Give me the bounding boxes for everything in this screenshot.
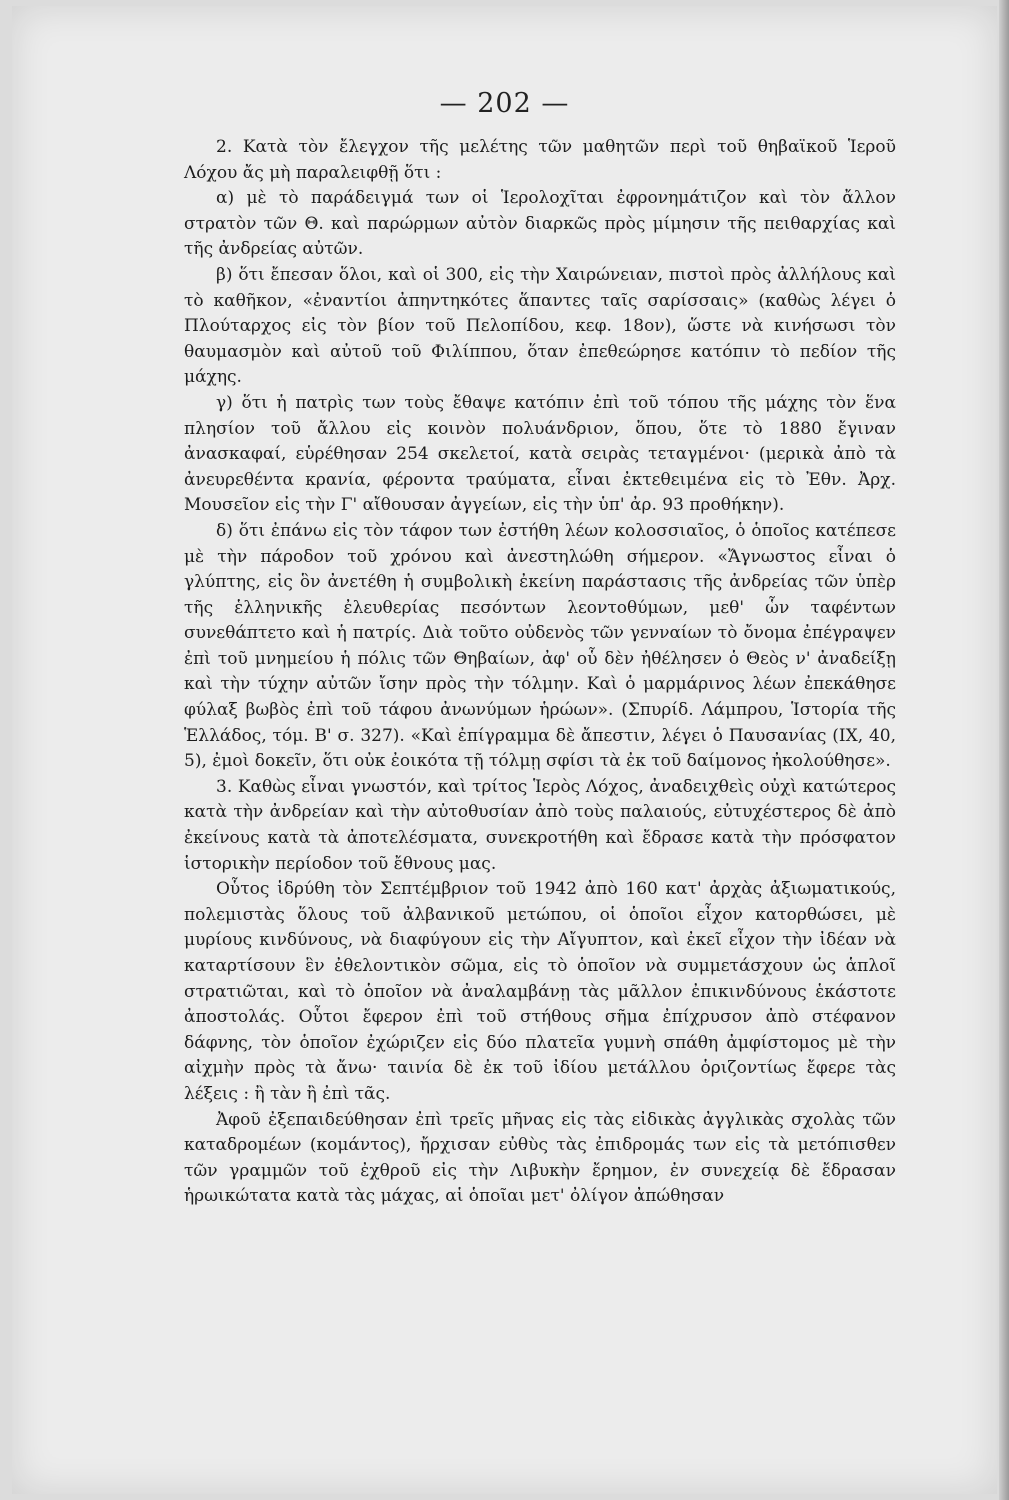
paragraph-training: Ἀφοῦ ἐξεπαιδεύθησαν ἐπὶ τρεῖς μῆνας εἰς τὰς εἰδικὰς ἀγγλικὰς σχολὰς τῶν καταδρομέων (κομάντος), ἤρχισαν εὐθὺς τὰς ἐπιδρομάς των εἰς τὰ μετόπισθεν τῶν γραμμῶν τοῦ ἐχθροῦ εἰς τὴν Λιβυκὴν ἔρημον, ἐν συνεχείᾳ δὲ ἔδρασαν ἡρωικώτατα κατὰ τὰς μάχας, αἱ ὁποῖαι μετ' ὀλίγον ἀπώθησαν <box>184 1109 896 1207</box>
body-text <box>184 135 896 1210</box>
paragraph-2d: δ) ὅτι ἐπάνω εἰς τὸν τάφον των ἐστήθη λέων κολοσσιαῖος, ὁ ὁποῖος κατέπεσε μὲ τὴν πάροδον τοῦ χρόνου καὶ ἀνεστηλώθη σήμερον. «Ἄγνωστος εἶναι ὁ γλύπτης, εἰς ὃν ἀνετέθη ἡ συμβολικὴ ἐκείνη παράστασις τῆς ἀνδρείας τῶν ὑπὲρ τῆς ἑλληνικῆς ἐλευθερίας πεσόντων λεοντοθύμων, μεθ' ὧν ταφέντων συνεθάπτετο καὶ ἡ πατρίς. Διὰ τοῦτο οὐδενὸς τῶν γενναίων τὸ ὄνομα ἐπέγραψεν ἐπὶ τοῦ μνημείου ἡ πόλις τῶν Θηβαίων, ἀφ' οὗ δὲν ἠθέλησεν ὁ Θεὸς ν' ἀναδείξῃ καὶ τὴν τύχην αὐτῶν ἴσην πρὸς τὴν τόλμην. Καὶ ὁ μαρμάρινος λέων ἐπεκάθησε φύλαξ βωβὸς ἐπὶ τοῦ τάφου ἀνωνύμων ἡρώων». (Σπυρίδ. Λάμπρου, Ἱστορία τῆς Ἑλλάδος, τόμ. Β' σ. 327). «Καὶ ἐπίγραμμα δὲ ἄπεστιν, λέγει ὁ Παυσανίας (IX, 40, 5), ἐμοὶ δοκεῖν, ὅτι οὐκ ἐοικότα τῇ τόλμῃ σφίσι τὰ ἐκ τοῦ δαίμονος ἠκολούθησε». <box>184 520 896 772</box>
paragraph-2c: γ) ὅτι ἡ πατρὶς των τοὺς ἔθαψε κατόπιν ἐπὶ τοῦ τόπου τῆς μάχης τὸν ἕνα πλησίον τοῦ ἄλλου εἰς κοινὸν πολυάνδριον, ὅπου, ὅτε τὸ 1880 ἔγιναν ἀνασκαφαί, εὑρέθησαν 254 σκελετοί, κατὰ σειρὰς τεταγμένοι· (μερικὰ ἀπὸ τὰ ἀνευρεθέντα κρανία, φέροντα τραύματα, εἶναι ἐκτεθειμένα εἰς τὸ Ἐθν. Ἀρχ. Μουσεῖον εἰς τὴν Γ' αἴθουσαν ἀγγείων, εἰς τὴν ὑπ' ἀρ. 93 προθήκην). <box>184 392 896 516</box>
paragraph-2a: α) μὲ τὸ παράδειγμά των οἱ Ἱερολοχῖται ἐφρονημάτιζον καὶ τὸν ἄλλον στρατὸν τῶν Θ. καὶ παρώρμων αὐτὸν διαρκῶς πρὸς μίμησιν τῆς πειθαρχίας καὶ τῆς ἀνδρείας αὐτῶν. <box>184 188 896 260</box>
paragraph-2: 2. Κατὰ τὸν ἔλεγχον τῆς μελέτης τῶν μαθητῶν περὶ τοῦ θηβαϊκοῦ Ἱεροῦ Λόχου ἄς μὴ παραλειφθῇ ὅτι : <box>184 137 896 183</box>
paragraph-3: 3. Καθὼς εἶναι γνωστόν, καὶ τρίτος Ἱερὸς Λόχος, ἀναδειχθεὶς οὐχὶ κατώτερος κατὰ τὴν ἀνδρείαν καὶ τὴν αὐτοθυσίαν ἀπὸ τοὺς παλαιούς, εὐτυχέστερος δὲ ἀπὸ ἐκείνους κατὰ τὰ ἀποτελέσματα, συνεκροτήθη καὶ ἔδρασε κατὰ τὴν πρόσφατον ἱστορικὴν περίοδον τοῦ ἔθνους μας. <box>184 776 896 874</box>
paragraph-2b: β) ὅτι ἔπεσαν ὅλοι, καὶ οἱ 300, εἰς τὴν Χαιρώνειαν, πιστοὶ πρὸς ἀλλήλους καὶ τὸ καθῆκον, «ἐναντίοι ἀπηντηκότες ἅπαντες ταῖς σαρίσσαις» (καθὼς λέγει ὁ Πλούταρχος εἰς τὸν βίον τοῦ Πελοπίδου, κεφ. 18ον), ὥστε νὰ κινήσωσι τὸν θαυμασμὸν καὶ αὐτοῦ τοῦ Φιλίππου, ὅταν ἐπεθεώρησε κατόπιν τὸ πεδίον τῆς μάχης. <box>184 264 896 388</box>
page-number: — 202 — <box>439 88 570 119</box>
page-edge-shadow <box>999 0 1009 1500</box>
paragraph-founding: Οὗτος ἱδρύθη τὸν Σεπτέμβριον τοῦ 1942 ἀπὸ 160 κατ' ἀρχὰς ἀξιωματικούς, πολεμιστὰς ὅλους τοῦ ἀλβανικοῦ μετώπου, οἱ ὁποῖοι εἶχον κατορθώσει, μὲ μυρίους κινδύνους, νὰ διαφύγουν εἰς τὴν Αἴγυπτον, καὶ ἐκεῖ εἶχον τὴν ἰδέαν νὰ καταρτίσουν ἓν ἐθελοντικὸν σῶμα, εἰς τὸ ὁποῖον νὰ συμμετάσχουν ὡς ἁπλοῖ στρατιῶται, καὶ τὸ ὁποῖον νὰ ἀναλαμβάνῃ τὰς μᾶλλον ἐπικινδύνους ἑκάστοτε ἀποστολάς. Οὗτοι ἔφερον ἐπὶ τοῦ στήθους σῆμα ἐπίχρυσον ἀπὸ στέφανον δάφνης, τὸν ὁποῖον ἐχώριζεν εἰς δύο πλατεῖα γυμνὴ σπάθη ἀμφίστομος μὲ τὴν αἰχμὴν πρὸς τὰ ἄνω· ταινία δὲ ἐκ τοῦ ἰδίου μετάλλου ὁριζοντίως ἔφερε τὰς λέξεις : ἢ τὰν ἢ ἐπὶ τᾶς. <box>184 879 896 1104</box>
